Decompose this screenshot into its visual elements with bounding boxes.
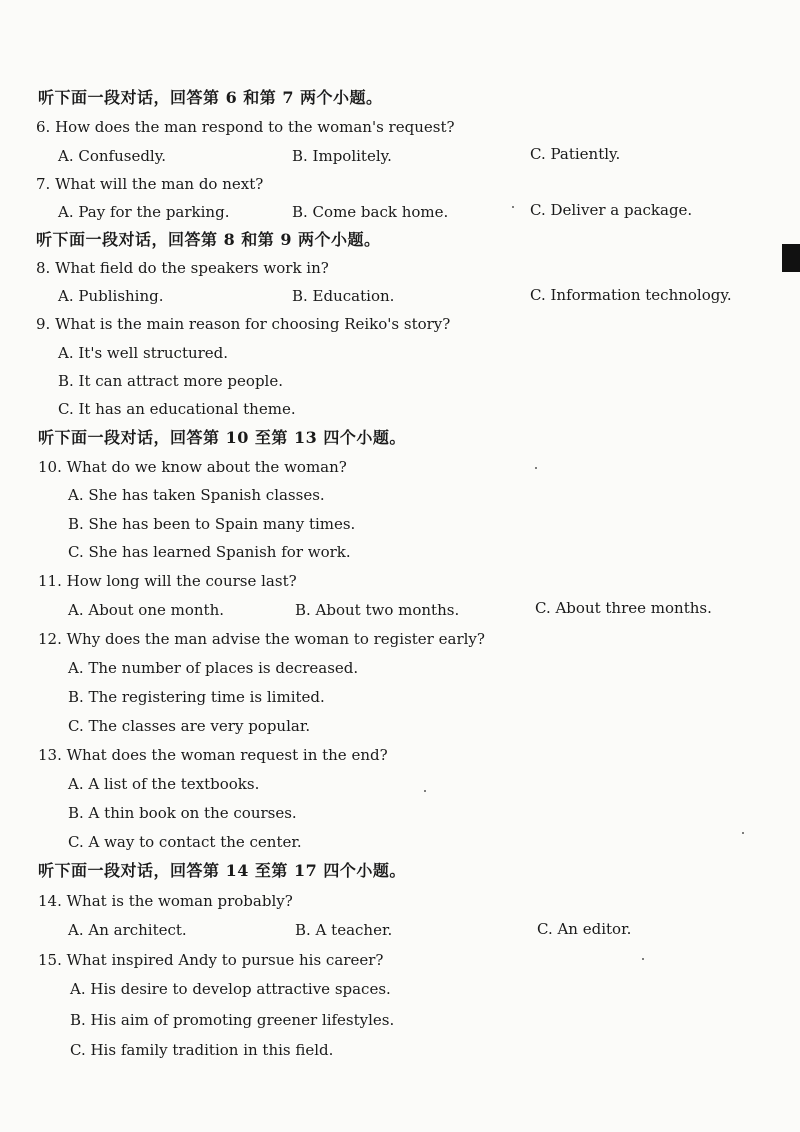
question-11-option-a: A. About one month. xyxy=(68,601,224,619)
question-8-stem: 8. What field do the speakers work in? xyxy=(36,259,329,277)
question-14-option-c: C. An editor. xyxy=(537,920,632,938)
question-15-stem: 15. What inspired Andy to pursue his career? xyxy=(38,951,384,969)
question-15-option-c: C. His family tradition in this field. xyxy=(70,1041,334,1059)
question-7-option-c: C. Deliver a package. xyxy=(530,201,693,219)
question-12-option-a: A. The number of places is decreased. xyxy=(68,659,359,677)
question-9-option-c: C. It has an educational theme. xyxy=(58,400,296,418)
question-10-option-c: C. She has learned Spanish for work. xyxy=(68,543,351,561)
section-heading-8-9: 听下面一段对话，回答第 8 和第 9 两个小题。 xyxy=(36,230,381,249)
question-11-stem: 11. How long will the course last? xyxy=(38,572,297,590)
question-13-stem: 13. What does the woman request in the end? xyxy=(38,746,388,764)
question-7-stem: 7. What will the man do next? xyxy=(36,175,264,193)
scan-speck xyxy=(512,206,514,208)
question-9-stem: 9. What is the main reason for choosing Reiko's story? xyxy=(36,315,451,333)
question-6-option-a: A. Confusedly. xyxy=(58,147,166,165)
question-14-stem: 14. What is the woman probably? xyxy=(38,892,293,910)
question-10-option-b: B. She has been to Spain many times. xyxy=(68,515,356,533)
question-11-option-b: B. About two months. xyxy=(295,601,460,619)
scan-speck xyxy=(424,790,426,792)
question-8-option-a: A. Publishing. xyxy=(58,287,164,305)
question-10-stem: 10. What do we know about the woman? xyxy=(38,458,347,476)
question-14-option-a: A. An architect. xyxy=(68,921,187,939)
question-12-option-c: C. The classes are very popular. xyxy=(68,717,311,735)
scan-speck xyxy=(535,467,537,469)
question-14-option-b: B. A teacher. xyxy=(295,921,393,939)
question-7-option-a: A. Pay for the parking. xyxy=(58,203,230,221)
question-12-option-b: B. The registering time is limited. xyxy=(68,688,325,706)
question-6-option-b: B. Impolitely. xyxy=(292,147,392,165)
question-13-option-c: C. A way to contact the center. xyxy=(68,833,302,851)
question-8-option-b: B. Education. xyxy=(292,287,395,305)
question-15-option-b: B. His aim of promoting greener lifestyles. xyxy=(70,1011,395,1029)
question-10-option-a: A. She has taken Spanish classes. xyxy=(68,486,325,504)
scan-speck xyxy=(742,832,744,834)
question-6-option-c: C. Patiently. xyxy=(530,145,621,163)
question-13-option-a: A. A list of the textbooks. xyxy=(68,775,260,793)
section-heading-10-13: 听下面一段对话，回答第 10 至第 13 四个小题。 xyxy=(38,428,406,447)
section-heading-6-7: 听下面一段对话，回答第 6 和第 7 两个小题。 xyxy=(38,88,383,107)
question-8-option-c: C. Information technology. xyxy=(530,286,732,304)
scan-speck xyxy=(642,958,644,960)
question-13-option-b: B. A thin book on the courses. xyxy=(68,804,297,822)
question-9-option-b: B. It can attract more people. xyxy=(58,372,283,390)
question-6-stem: 6. How does the man respond to the woman's request? xyxy=(36,118,455,136)
question-15-option-a: A. His desire to develop attractive spaces. xyxy=(70,980,391,998)
section-heading-14-17: 听下面一段对话，回答第 14 至第 17 四个小题。 xyxy=(38,861,406,880)
question-9-option-a: A. It's well structured. xyxy=(58,344,229,362)
question-12-stem: 12. Why does the man advise the woman to register early? xyxy=(38,630,485,648)
page-edge-marker xyxy=(782,244,800,272)
question-7-option-b: B. Come back home. xyxy=(292,203,449,221)
question-11-option-c: C. About three months. xyxy=(535,599,712,617)
